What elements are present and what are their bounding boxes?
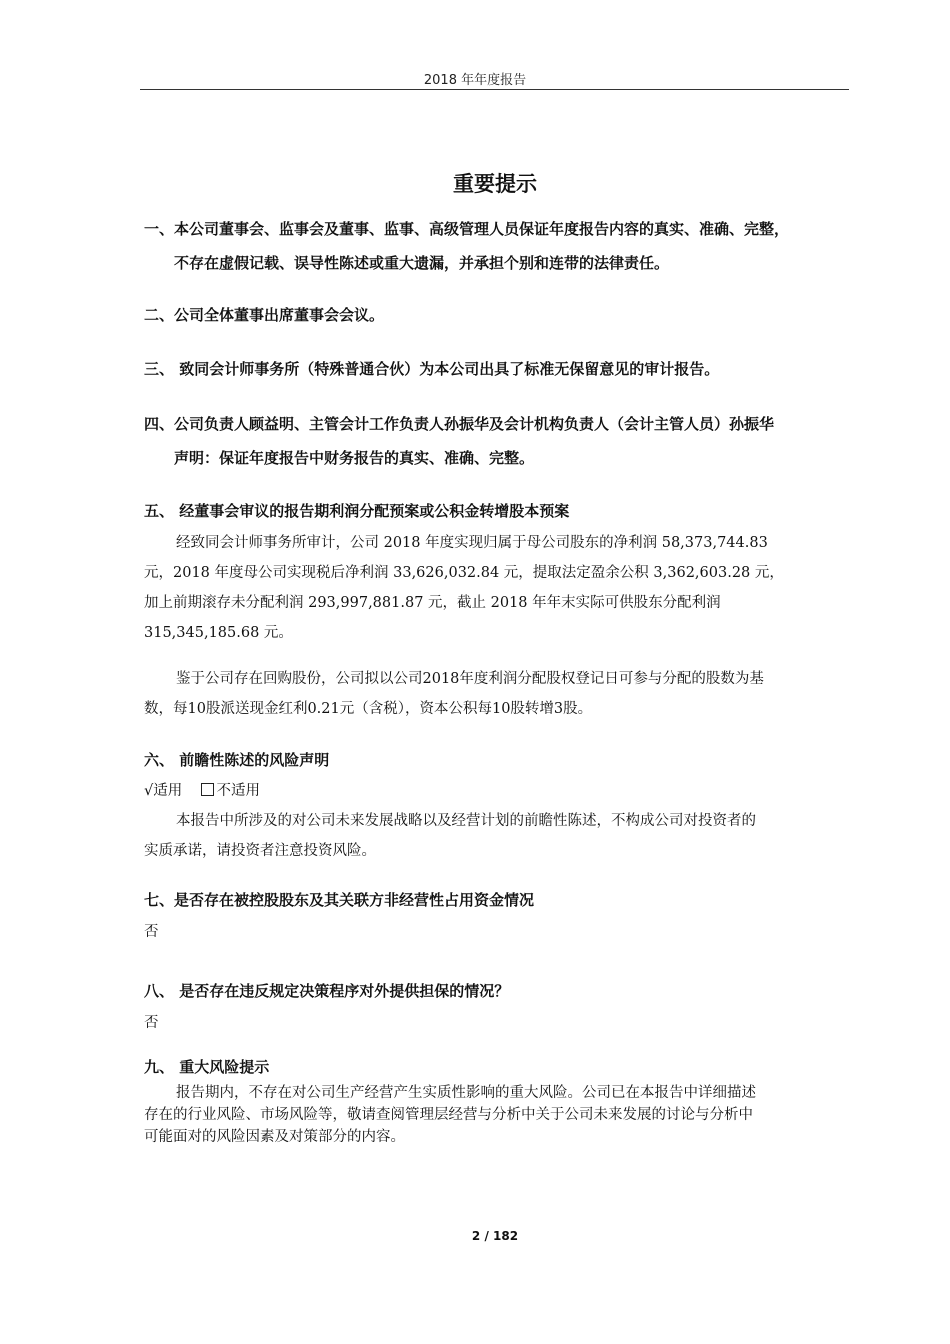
not-applicable-option: 不适用	[216, 783, 260, 799]
section-9-heading: 九、 重大风险提示	[144, 1058, 270, 1076]
section-9-paragraph	[144, 1082, 854, 1148]
section-5-paragraph-2	[144, 664, 854, 724]
section-9	[144, 1050, 854, 1084]
unchecked-box-icon	[201, 783, 214, 796]
header-divider	[140, 89, 849, 90]
section-1	[144, 212, 854, 280]
paragraph-line: 报告期内，不存在对公司生产经营产生实质性影响的重大风险。公司已在本报告中详细描述	[176, 1085, 756, 1101]
section-7	[144, 883, 854, 947]
page-number: 2 / 182	[471, 1229, 519, 1243]
section-1-line-1: 一、本公司董事会、监事会及董事、监事、高级管理人员保证年度报告内容的真实、准确、完整，	[144, 220, 790, 238]
section-4-line-2: 声明：保证年度报告中财务报告的真实、准确、完整。	[174, 449, 535, 467]
applicable-option: √适用	[144, 783, 183, 799]
paragraph-line: 数，每10股派送现金红利0.21元（含税），资本公积每10股转增3股。	[144, 701, 593, 717]
paragraph-line: 可能面对的风险因素及对策部分的内容。	[144, 1129, 405, 1145]
section-8-answer: 否	[144, 1015, 159, 1031]
section-6-paragraph	[144, 806, 854, 866]
section-3-line-1: 三、 致同会计师事务所（特殊普通合伙）为本公司出具了标准无保留意见的审计报告。	[144, 360, 720, 378]
section-5-heading: 五、 经董事会审议的报告期利润分配预案或公积金转增股本预案	[144, 502, 570, 520]
applicability-options	[144, 776, 854, 806]
section-5-paragraph-1	[144, 528, 854, 648]
running-header: 2018 年年度报告	[423, 73, 527, 88]
paragraph-line: 经致同会计师事务所审计，公司 2018 年度实现归属于母公司股东的净利润 58,373,744.83	[176, 535, 768, 551]
section-3	[144, 352, 854, 386]
section-7-answer: 否	[144, 924, 159, 940]
section-1-line-2: 不存在虚假记载、误导性陈述或重大遗漏，并承担个别和连带的法律责任。	[174, 254, 670, 272]
section-8	[144, 974, 854, 1038]
section-8-heading: 八、 是否存在违反规定决策程序对外提供担保的情况？	[144, 982, 510, 1000]
paragraph-line: 存在的行业风险、市场风险等，敬请查阅管理层经营与分析中关于公司未来发展的讨论与分析中	[144, 1107, 753, 1123]
section-6-options	[144, 776, 854, 806]
paragraph-line: 元，2018 年度母公司实现税后净利润 33,626,032.84 元，提取法定盈余公积 3,362,603.28 元，	[144, 565, 784, 581]
paragraph-line: 鉴于公司存在回购股份，公司拟以公司2018年度利润分配股权登记日可参与分配的股数为基	[176, 671, 764, 687]
section-5	[144, 494, 854, 528]
paragraph-line: 本报告中所涉及的对公司未来发展战略以及经营计划的前瞻性陈述，不构成公司对投资者的	[176, 813, 756, 829]
section-4	[144, 407, 854, 475]
section-6-heading: 六、 前瞻性陈述的风险声明	[144, 751, 330, 769]
paragraph-line: 实质承诺，请投资者注意投资风险。	[144, 843, 376, 859]
section-4-line-1: 四、公司负责人顾益明、主管会计工作负责人孙振华及会计机构负责人（会计主管人员）孙振华	[144, 415, 775, 433]
section-7-heading: 七、是否存在被控股股东及其关联方非经营性占用资金情况	[144, 891, 535, 909]
paragraph-line: 加上前期滚存未分配利润 293,997,881.87 元，截止 2018 年年末实际可供股东分配利润	[144, 595, 721, 611]
section-2	[144, 298, 854, 332]
page-title: 重要提示	[453, 172, 537, 196]
paragraph-line: 315,345,185.68 元。	[144, 625, 293, 641]
section-6	[144, 743, 854, 777]
section-2-line-1: 二、公司全体董事出席董事会会议。	[144, 306, 385, 324]
